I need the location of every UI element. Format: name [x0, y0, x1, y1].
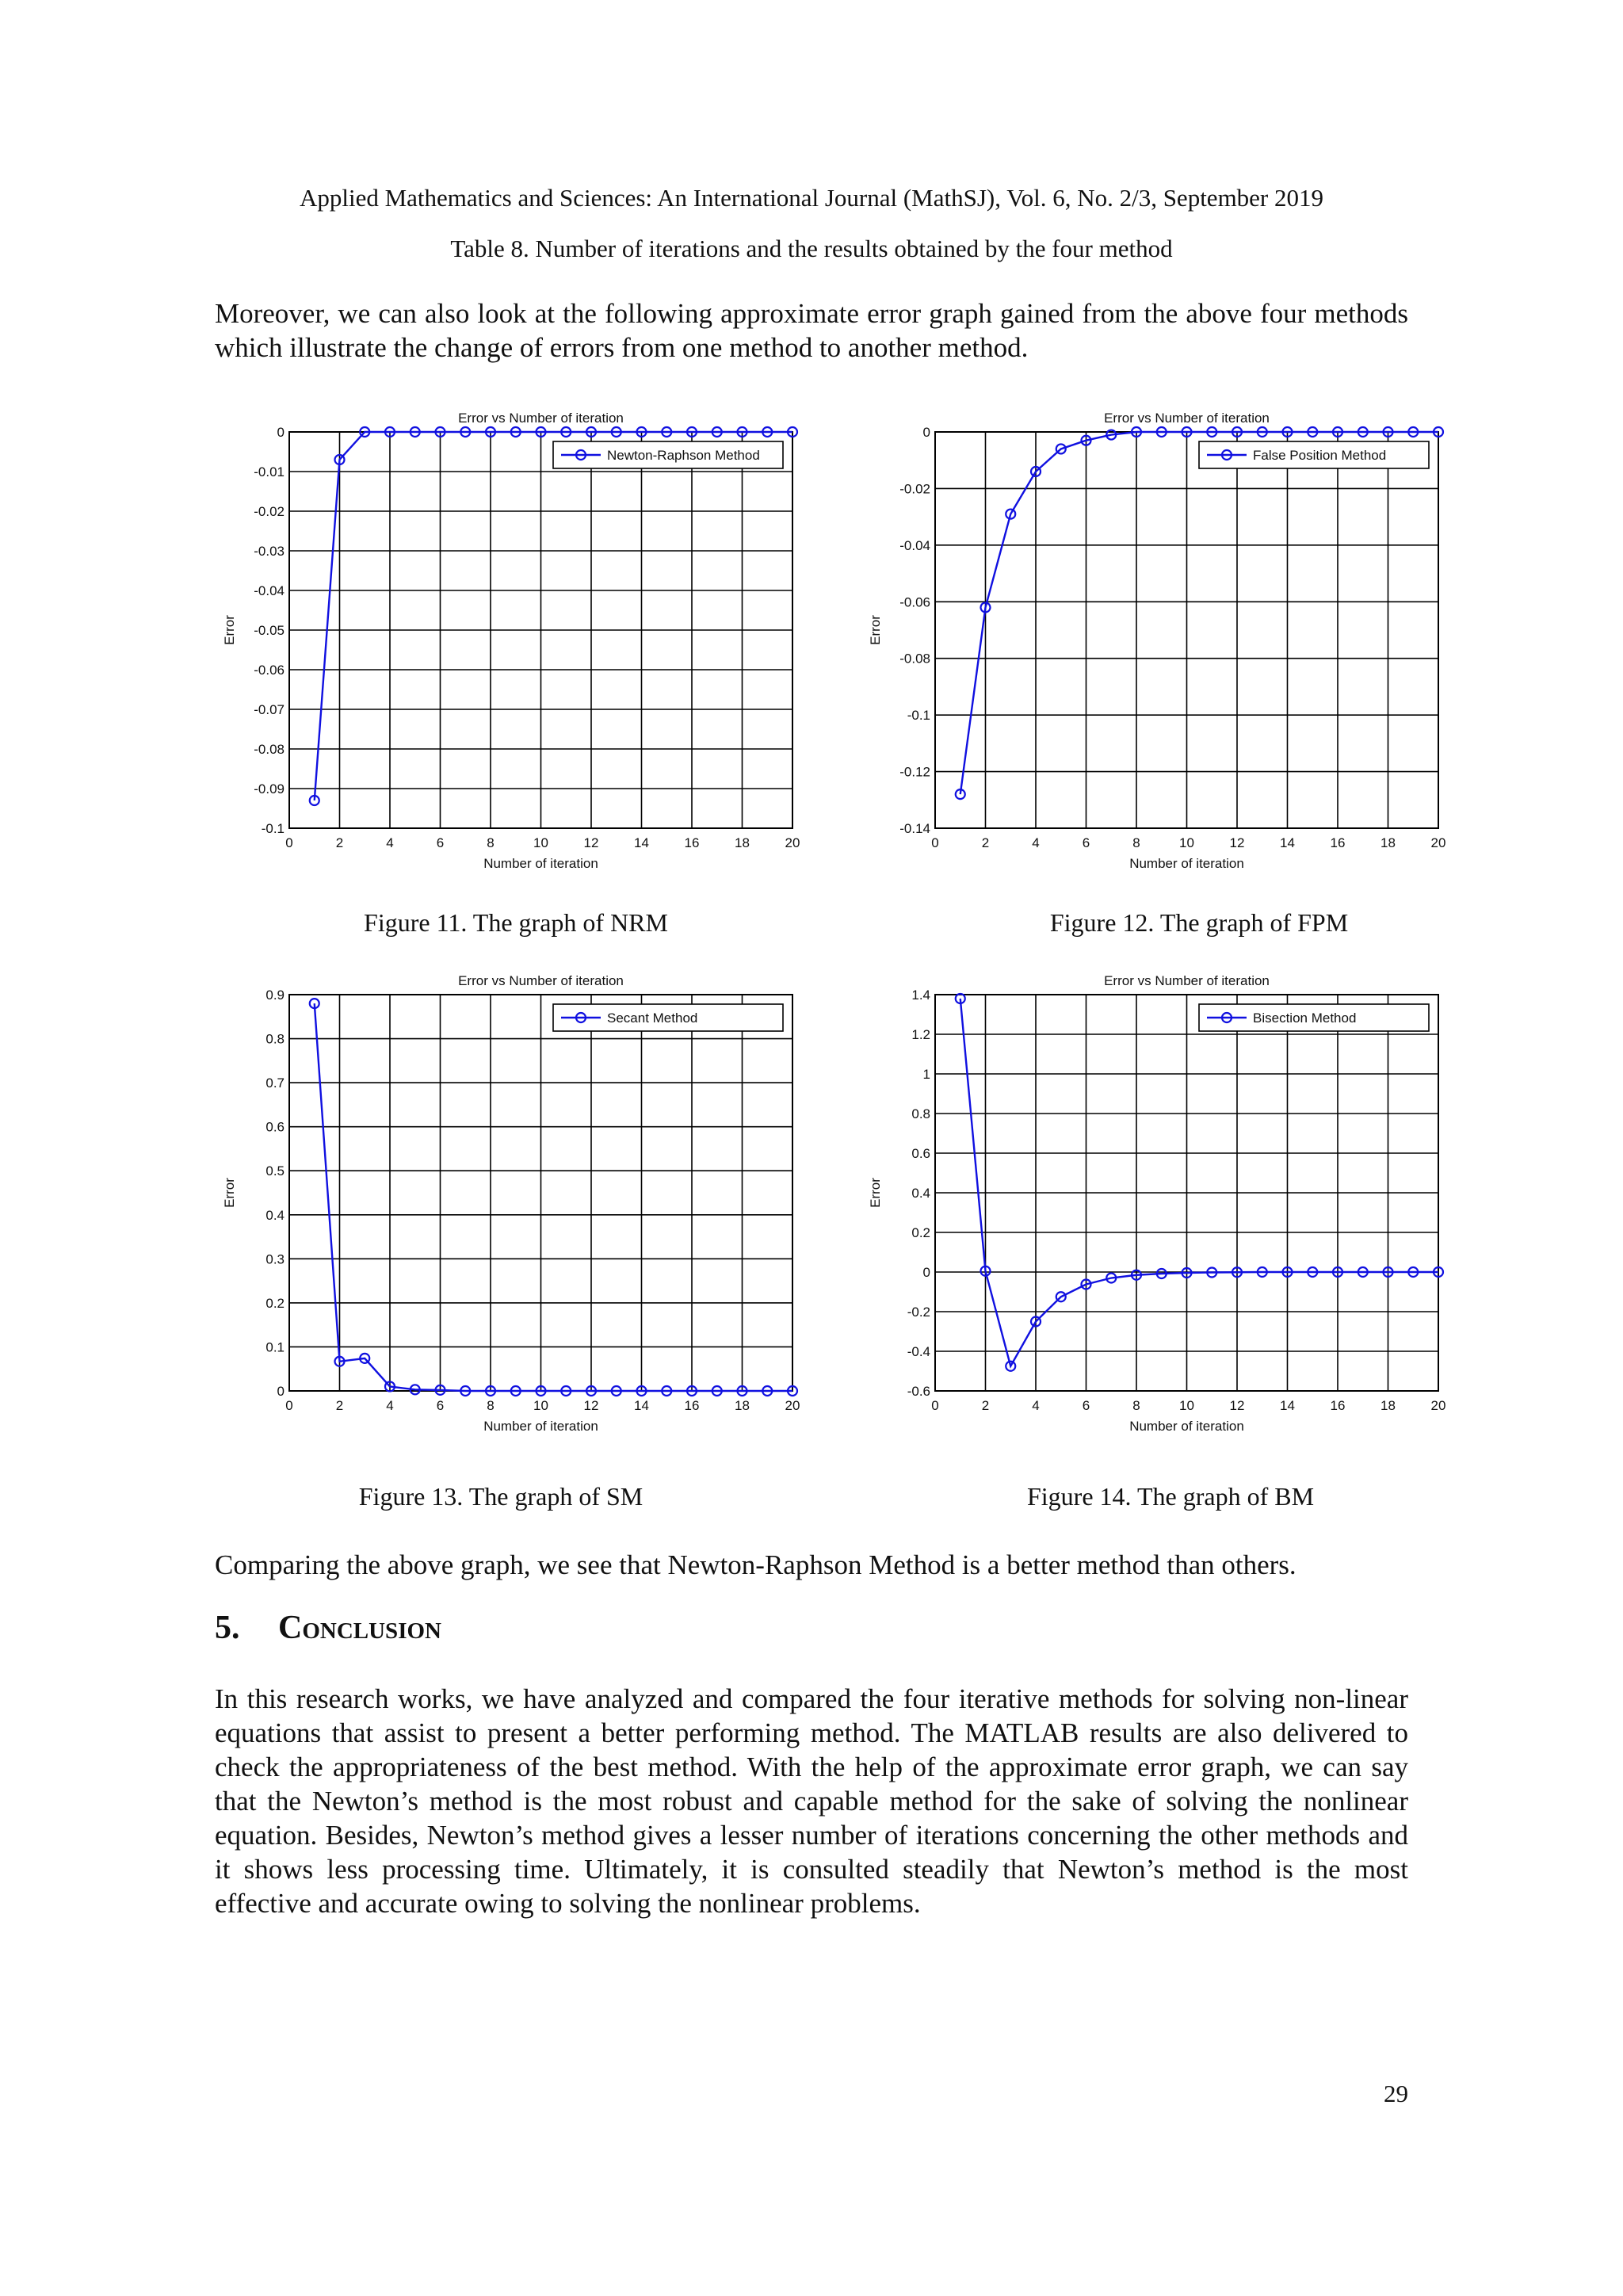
y-tick-label: 0.2 — [265, 1295, 285, 1311]
chart-fpm — [852, 400, 1470, 888]
page-number: 29 — [1384, 2080, 1408, 2107]
x-tick-label: 8 — [1132, 1398, 1140, 1413]
y-tick-label: 0.8 — [911, 1106, 930, 1121]
x-axis-label: Number of iteration — [1129, 1419, 1244, 1434]
y-tick-label: 0 — [922, 425, 930, 440]
y-tick-label: 0 — [277, 425, 285, 440]
y-axis-label: Error — [222, 615, 237, 645]
x-tick-label: 2 — [335, 1398, 344, 1413]
y-tick-label: 0.4 — [265, 1207, 285, 1223]
x-tick-label: 18 — [1381, 1398, 1396, 1413]
y-tick-label: -0.02 — [254, 504, 285, 519]
y-tick-label: 0 — [922, 1265, 930, 1280]
y-tick-label: 0.9 — [265, 988, 285, 1003]
x-tick-label: 14 — [634, 835, 649, 850]
conclusion-paragraph — [215, 1682, 1408, 1920]
legend-label: Bisection Method — [1253, 1010, 1357, 1026]
x-tick-label: 0 — [931, 1398, 939, 1413]
y-tick-label: -0.07 — [254, 702, 285, 717]
y-tick-label: -0.4 — [907, 1344, 930, 1359]
table-caption: Table 8. Number of iterations and the results obtained by the four method — [450, 235, 1173, 262]
y-tick-label: 0.2 — [911, 1225, 930, 1240]
x-tick-label: 0 — [285, 835, 293, 850]
x-tick-label: 14 — [634, 1398, 649, 1413]
y-tick-label: -0.03 — [254, 544, 285, 559]
x-tick-label: 16 — [684, 835, 700, 850]
x-tick-label: 10 — [1179, 835, 1194, 850]
x-tick-label: 2 — [981, 1398, 990, 1413]
x-axis-label: Number of iteration — [483, 1419, 598, 1434]
section-number: 5. — [215, 1610, 240, 1646]
x-tick-label: 18 — [1381, 835, 1396, 850]
y-tick-label: -0.1 — [907, 708, 930, 724]
y-tick-label: 0.4 — [911, 1186, 930, 1201]
x-tick-label: 16 — [684, 1398, 700, 1413]
y-axis-label: Error — [868, 615, 883, 645]
x-tick-label: 4 — [386, 835, 394, 850]
y-tick-label: -0.14 — [899, 821, 930, 836]
y-tick-label: 0.1 — [265, 1339, 285, 1355]
y-tick-label: 0 — [277, 1384, 285, 1399]
x-tick-label: 10 — [533, 1398, 548, 1413]
y-tick-label: -0.06 — [899, 594, 930, 610]
chart-title: Error vs Number of iteration — [458, 973, 624, 988]
comparison-text: Comparing the above graph, we see that Newton-Raphson Method is a better method than others. — [215, 1549, 1296, 1580]
x-tick-label: 20 — [785, 835, 800, 850]
y-tick-label: 0.6 — [265, 1119, 285, 1135]
y-tick-label: 1.2 — [911, 1027, 930, 1042]
figure-12-caption: Figure 12. The graph of FPM — [1049, 908, 1349, 937]
figure-11-caption: Figure 11. The graph of NRM — [364, 908, 668, 937]
legend-label: False Position Method — [1253, 448, 1387, 463]
y-tick-label: -0.2 — [907, 1305, 930, 1320]
x-tick-label: 0 — [931, 835, 939, 850]
y-tick-label: 0.5 — [265, 1163, 285, 1179]
x-tick-label: 14 — [1280, 835, 1295, 850]
intro-text: Moreover, we can also look at the following approximate error graph gained from the above four methods which illustrate the change of errors from one method to another method. — [215, 298, 1408, 363]
y-tick-label: -0.08 — [899, 651, 930, 667]
x-tick-label: 12 — [583, 1398, 599, 1413]
x-tick-label: 20 — [1430, 1398, 1446, 1413]
x-tick-label: 10 — [533, 835, 548, 850]
y-axis-label: Error — [222, 1178, 237, 1208]
chart-title: Error vs Number of iteration — [458, 411, 624, 426]
y-tick-label: 0.8 — [265, 1031, 285, 1047]
x-tick-label: 14 — [1280, 1398, 1295, 1413]
y-tick-label: -0.05 — [254, 623, 285, 638]
x-tick-label: 20 — [785, 1398, 800, 1413]
x-tick-label: 10 — [1179, 1398, 1194, 1413]
x-tick-label: 2 — [981, 835, 990, 850]
figure-13-caption: Figure 13. The graph of SM — [358, 1482, 643, 1511]
y-tick-label: -0.02 — [899, 481, 930, 497]
x-tick-label: 12 — [1229, 835, 1245, 850]
x-tick-label: 6 — [436, 835, 445, 850]
y-tick-label: -0.12 — [899, 764, 930, 780]
x-tick-label: 12 — [583, 835, 599, 850]
figure-14-caption: Figure 14. The graph of BM — [1026, 1482, 1315, 1511]
x-tick-label: 2 — [335, 835, 344, 850]
journal-header: Applied Mathematics and Sciences: An International Journal (MathSJ), Vol. 6, No. 2/3, September 2019 — [299, 184, 1324, 212]
chart-nrm — [206, 400, 824, 888]
x-tick-label: 16 — [1330, 835, 1346, 850]
x-tick-label: 12 — [1229, 1398, 1245, 1413]
x-tick-label: 16 — [1330, 1398, 1346, 1413]
x-tick-label: 6 — [1082, 1398, 1090, 1413]
y-tick-label: 0.6 — [911, 1146, 930, 1161]
x-axis-label: Number of iteration — [483, 856, 598, 871]
comparison-paragraph — [215, 1548, 1408, 1582]
x-tick-label: 18 — [735, 835, 750, 850]
x-tick-label: 0 — [285, 1398, 293, 1413]
y-tick-label: 1.4 — [911, 988, 930, 1003]
y-tick-label: -0.09 — [254, 781, 285, 797]
x-tick-label: 8 — [1132, 835, 1140, 850]
chart-title: Error vs Number of iteration — [1104, 973, 1270, 988]
chart-title: Error vs Number of iteration — [1104, 411, 1270, 426]
x-tick-label: 20 — [1430, 835, 1446, 850]
y-tick-label: -0.04 — [254, 583, 285, 598]
legend-label: Secant Method — [607, 1010, 698, 1026]
legend-label: Newton-Raphson Method — [607, 448, 760, 463]
x-tick-label: 18 — [735, 1398, 750, 1413]
y-tick-label: -0.6 — [907, 1384, 930, 1399]
section-heading — [215, 1609, 441, 1647]
chart-bm — [852, 963, 1470, 1450]
conclusion-text: In this research works, we have analyzed and compared the four iterative methods for solving non-linear equations that assist to present a better performing method. The MATLAB results are also delivered to check the appropriateness of the best method. With the help of the approximate error graph, we can say that the Newton’s method is the most robust and capable method for the sake of solving the nonlinear equation. Besides, Newton’s method gives a lesser number of iterations concerning the other methods and it shows less processing time. Ultimately, it is consulted steadily that Newton’s method is the most effective and accurate owing to solving the nonlinear problems. — [215, 1683, 1408, 1919]
y-tick-label: 1 — [922, 1067, 930, 1082]
section-title: Conclusion — [278, 1610, 441, 1646]
y-tick-label: -0.04 — [899, 537, 930, 553]
x-axis-label: Number of iteration — [1129, 856, 1244, 871]
x-tick-label: 6 — [1082, 835, 1090, 850]
y-tick-label: -0.1 — [261, 821, 285, 836]
x-tick-label: 4 — [1032, 835, 1040, 850]
y-tick-label: -0.01 — [254, 464, 285, 479]
x-tick-label: 4 — [386, 1398, 394, 1413]
y-tick-label: 0.7 — [265, 1075, 285, 1091]
x-tick-label: 6 — [436, 1398, 445, 1413]
x-tick-label: 8 — [487, 1398, 495, 1413]
y-tick-label: 0.3 — [265, 1251, 285, 1267]
y-axis-label: Error — [868, 1178, 883, 1208]
y-tick-label: -0.08 — [254, 742, 285, 757]
y-tick-label: -0.06 — [254, 663, 285, 678]
intro-paragraph — [215, 296, 1408, 365]
chart-sm — [206, 963, 824, 1450]
x-tick-label: 8 — [487, 835, 495, 850]
x-tick-label: 4 — [1032, 1398, 1040, 1413]
